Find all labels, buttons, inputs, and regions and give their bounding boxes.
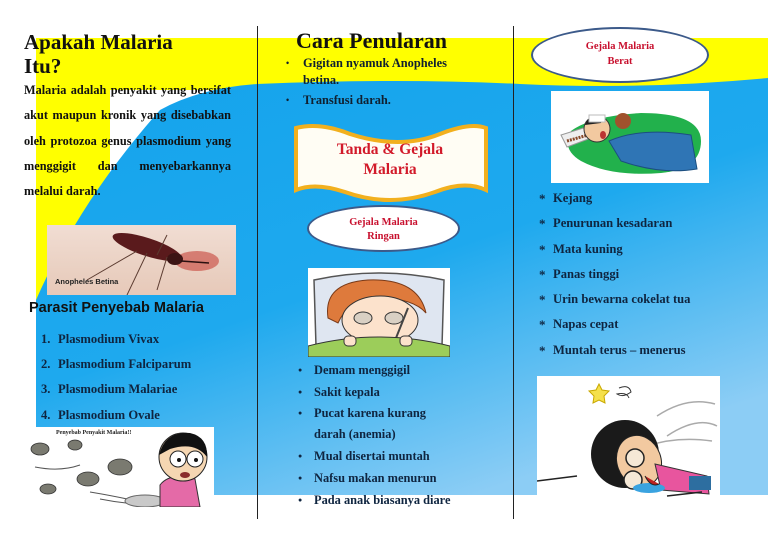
transmission-list (286, 55, 486, 113)
panel-divider-right (513, 26, 514, 519)
mild-symptom-item: ● Demam menggigil (298, 359, 450, 381)
panel1-title-line2: Itu? (24, 54, 62, 78)
malaria-definition: Malaria adalah penyakit yang bersifat akut maupun kronik yang disebabkan oleh protozoa genus plasmodium yang menggigit dan menyebarkannya melalui darah. (24, 83, 231, 199)
severe-symptom-item: * Urin bewarna cokelat tua (539, 287, 690, 312)
fainted-person-icon (537, 376, 720, 499)
mild-symptom-item: ● Nafsu makan menurun (298, 467, 450, 489)
sick-girl-illustration (308, 268, 450, 357)
severe-symptom-item: * Penurunan kesadaran (539, 211, 690, 236)
transmission-item: • Transfusi darah. (286, 92, 486, 109)
transmission-title: Cara Penularan (296, 28, 447, 53)
transmission-item: • Gigitan nyamuk Anopheles betina. (286, 55, 486, 88)
parasite-item: 2. Plasmodium Falciparum (41, 357, 192, 372)
mild-symptom-item: ● Pada anak biasanya diare (298, 489, 450, 511)
severe-symptom-item: * Mata kuning (539, 237, 690, 262)
panel-divider-left (257, 26, 258, 519)
severe-symptoms-list (539, 186, 690, 363)
panel-transmission-symptoms (280, 0, 502, 543)
parasite-item: 4. Plasmodium Ovale (41, 407, 160, 422)
mild-symptom-item: ● Mual disertai muntah (298, 445, 450, 467)
mild-symptoms-oval: Gejala Malaria Ringan (307, 205, 460, 252)
severe-symptom-item: * Kejang (539, 186, 690, 211)
parasite-list (41, 327, 191, 428)
parasite-item: 3. Plasmodium Malariae (41, 382, 178, 397)
parasites-heading: Parasit Penyebab Malaria (29, 300, 204, 316)
panel-what-is-malaria (24, 0, 234, 543)
banner-title: Tanda & Gejala Malaria (336, 141, 444, 178)
mosquito-caption: Anopheles Betina (55, 277, 119, 286)
mosquito-swarm-icon (20, 427, 214, 507)
mosquito-chase-cartoon (20, 427, 214, 507)
sick-man-in-bed-icon (551, 91, 709, 183)
sick-child-icon (308, 268, 450, 357)
sick-in-bed-illustration (551, 91, 709, 183)
panel-severe-symptoms (530, 0, 762, 543)
mild-symptom-item: ● Sakit kepala (298, 381, 450, 403)
severe-symptom-item: * Panas tinggi (539, 262, 690, 287)
mild-symptoms-list (298, 359, 450, 511)
severe-symptoms-oval: Gejala Malaria Berat (531, 27, 709, 83)
fainted-boy-illustration (537, 376, 720, 499)
signs-symptoms-banner (290, 120, 490, 202)
panel1-title-line1: Apakah Malaria (24, 30, 173, 54)
cartoon-caption: Penyebab Penyakit Malaria!! (56, 430, 132, 436)
parasite-item: 1. Plasmodium Vivax (41, 332, 160, 346)
severe-symptom-item: * Muntah terus – menerus (539, 338, 690, 363)
severe-symptom-item: * Napas cepat (539, 312, 690, 337)
panel1-title (24, 30, 173, 78)
mild-symptom-item: ● Pucat karena kurang darah (anemia) (298, 403, 448, 445)
mosquito-photo (47, 225, 236, 295)
